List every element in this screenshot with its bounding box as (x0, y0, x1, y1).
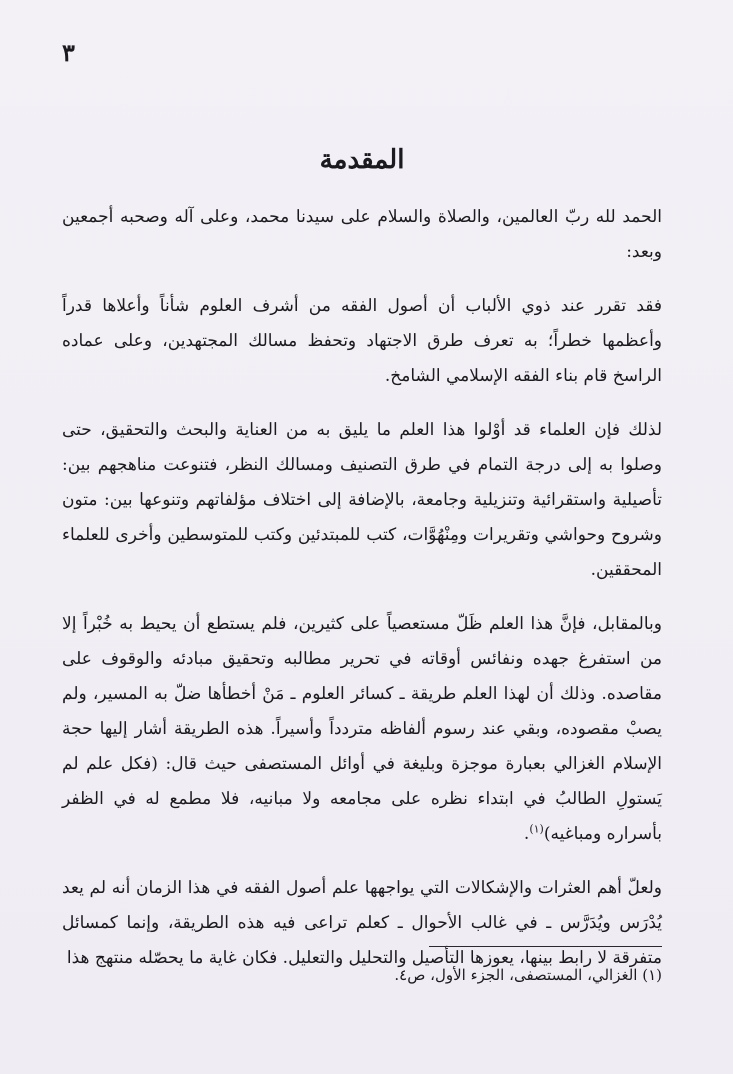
footnote-text: (١) الغزالي، المستصفى، الجزء الأول، ص٤. (394, 966, 662, 984)
footnote-divider (429, 946, 662, 947)
paragraph-scholars: لذلك فإن العلماء قد أوْلوا هذا العلم ما يليق به من العناية والبحث والتحقيق، حتى وصلوا به إلى درجة التمام في طرق التصنيف ومسالك النظر، فتنوعت مناهجهم بين: تأصيلية واستقرائية وتنزيلية وجامعة، بالإضافة إلى اختلاف مؤلفاتهم وتنوعها بين: متون وشروح وحواشي وتقريرات ومِنْهُوَّات، كتب للمبتدئين وكتب للمتوسطين وأخرى للعلماء المحققين. (62, 420, 662, 580)
page-body (62, 140, 662, 995)
page-title: المقدمة (319, 145, 405, 175)
paragraph-importance: فقد تقرر عند ذوي الألباب أن أصول الفقه من أشرف العلوم شأناً وأعلاها قدراً وأعظمها خطراً؛ به تعرف طرق الاجتهاد وتحفظ مسالك المجتهدين، وعلى عماده الراسخ قام بناء الفقه الإسلامي الشامخ. (62, 296, 662, 386)
paragraph-opening: الحمد لله ربّ العالمين، والصلاة والسلام على سيدنا محمد، وعلى آله وصحبه أجمعين وبعد: (62, 207, 662, 262)
paragraph-problems: ولعلّ أهم العثرات والإشكالات التي يواجهها علم أصول الفقه في هذا الزمان أنه لم يعد يُدْرَس ويُدَرَّس ـ في غالب الأحوال ـ كعلم تراعى فيه هذه الطريقة، وإنما كمسائل متفرقة لا رابط بينها، يعوزها التأصيل والتحليل والتعليل. فكان غاية ما يحصّله منتهج هذا (62, 878, 662, 968)
footnote-marker: (١) (529, 822, 544, 836)
paragraph-difficulty: وبالمقابل، فإنَّ هذا العلم ظَلّ مستعصياً على كثيرين، فلم يستطع أن يحيط به خُبْراً إلا من استفرغ جهده ونفائس أوقاته في تحرير مطالبه وتحقيق مبادئه والوقوف على مقاصده. وذلك أن لهذا العلم طريقة ـ كسائر العلوم ـ مَنْ أخطأها ضلّ به المسير، ولم يصبْ مقصوده، وبقي عند رسوم ألفاظه متردداً وأسيراً. هذه الطريقة أشار إليها حجة الإسلام الغزالي بعبارة موجزة وبليغة في أوائل المستصفى حيث قال: (فكل علم لم يَستولِ الطالبُ في ابتداء نظره على مجامعه ولا مبانيه، فلا مطمع له في الظفر بأسراره ومباغيه)$^{(١)}$. (62, 614, 662, 844)
paragraph-difficulty-text: وبالمقابل، فإنَّ هذا العلم ظَلّ مستعصياً على كثيرين، فلم يستطع أن يحيط به خُبْراً إلا من استفرغ جهده ونفائس أوقاته في تحرير مطالبه وتحقيق مبادئه والوقوف على مقاصده. وذلك أن لهذا العلم طريقة ـ كسائر العلوم ـ مَنْ أخطأها ضلّ به المسير، ولم يصبْ مقصوده، وبقي عند رسوم ألفاظه متردداً وأسيراً. هذه الطريقة أشار إليها حجة الإسلام الغزالي بعبارة موجزة وبليغة في أوائل المستصفى حيث قال: (فكل علم لم يَستولِ الطالبُ في ابتداء نظره على مجامعه ولا مبانيه، فلا مطمع له في الظفر بأسراره ومباغيه) (62, 614, 662, 844)
page-number: ٣ (62, 38, 75, 67)
